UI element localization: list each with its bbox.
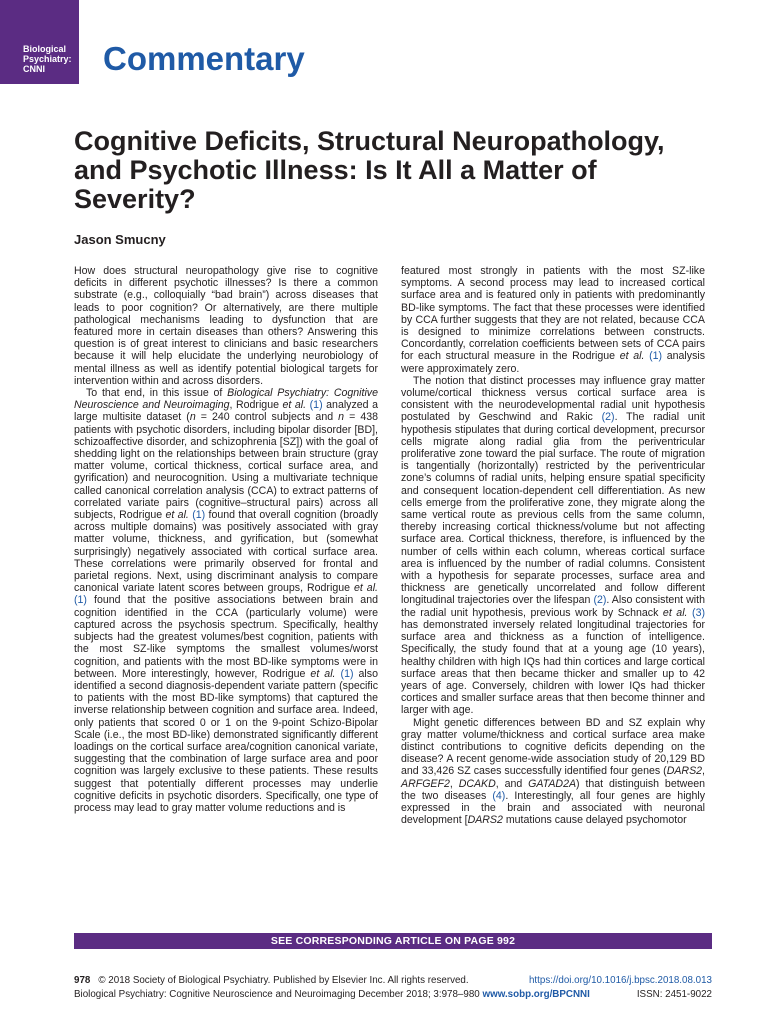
journal-name: Biological Psychiatry: Cognitive Neuroscience and Neuroimaging bbox=[74, 387, 378, 412]
journal-tab bbox=[0, 0, 79, 84]
reference-link[interactable]: (1) bbox=[340, 667, 354, 680]
reference-link[interactable]: (2) bbox=[593, 594, 607, 607]
footer-line-2 bbox=[74, 989, 712, 1000]
doi-link[interactable]: https://doi.org/10.1016/j.bpsc.2018.08.013 bbox=[528, 975, 712, 986]
website-link[interactable]: www.sobp.org/BPCNNI bbox=[482, 989, 590, 1000]
paragraph: How does structural neuropathology give rise to cognitive deficits in different psychotic illnesses? Is there a common substrate (e.g., colloquially “bad brain”) across diseases that leads to poor cognition? Or alternatively, are there multiple pathological mechanisms leading to dysfunction that are featured more in certain diseases than others? Answering this question is of great interest to clinicians and basic researchers because it will help elucidate the underlying neurobiology of mental illness as well as identify potential biological targets for intervention within and across disorders. bbox=[74, 265, 378, 387]
reference-link[interactable]: (1) bbox=[309, 399, 323, 412]
copyright-text: © 2018 Society of Biological Psychiatry. Published by Elsevier Inc. All rights reserved. bbox=[98, 975, 469, 986]
right-column bbox=[401, 265, 705, 826]
left-column bbox=[74, 265, 378, 814]
paragraph: Might genetic differences between BD and SZ explain why gray matter volume/thickness and cortical surface area make distinct contributions to cognitive deficits depending on the disease? A recent genome-wide association study of 20,129 BD and 33,426 SZ cases successfully identified four genes (DARS2, ARFGEF2, DCAKD, and GATAD2A) that distinguish between the two diseases (4). Interestingly, all four genes are highly expressed in the brain and associated with neuronal development [DARS2 mutations cause delayed psychomotor bbox=[401, 716, 705, 827]
corresponding-article-banner[interactable]: SEE CORRESPONDING ARTICLE ON PAGE 992 bbox=[74, 933, 712, 949]
reference-link[interactable]: (1) bbox=[192, 509, 206, 522]
article-title: Cognitive Deficits, Structural Neuropathology, and Psychotic Illness: Is It All a Matter of Severity? bbox=[74, 126, 665, 214]
author-name: Jason Smucny bbox=[74, 232, 166, 247]
reference-link[interactable]: (2) bbox=[601, 411, 615, 424]
paragraph: featured most strongly in patients with the most SZ-like symptoms. A second process may lead to increased cortical surface area and is featured only in patients with predominantly BD-like symptoms. The fact that these processes were identified by CCA further suggests that they are not related, because CCA is designed to minimize correlations between constructs. Concordantly, correlation coefficients between sets of CCA pairs for each structural measure in the Rodrigue et al. (1) analysis were approximately zero. bbox=[401, 265, 706, 375]
section-label: Commentary bbox=[103, 40, 305, 77]
page-number: 978 bbox=[74, 975, 91, 986]
paragraph: To that end, in this issue of Biological Psychiatry: Cognitive Neuroscience and Neuroimaging, Rodrigue et al. (1) analyzed a large multisite dataset (n = 240 control subjects and n = 438 patients with psychotic disorders, including bipolar disorder [BD], schizoaffective disorder, and schizophrenia [SZ]) with the goal of shedding light on the relationships between brain structure (gray matter volume, cortical thickness, cortical surface area, and gyrification) and neurocognition. Using a multivariate technique called canonical correlation analysis (CCA) to extract patterns of correlated variate pairs (cognitive–structural pairs) across all subjects, Rodrigue et al. (1) found that overall cognition (broadly across multiple domains) was positively associated with gray matter volume, thickness, and gyrification, but (somewhat surprisingly) negatively associated with cortical surface area. These correlations were primarily observed for frontal and parietal regions. Next, using discriminant analysis to compare canonical variate latent scores between groups, Rodrigue et al. (1) found that the positive associations between brain and cognition identified in the CCA (particularly volume) were captured across the psychosis spectrum. Specifically, healthy subjects had the greatest volumes/best cognition, patients with the most SZ-like symptoms the smallest volumes/worst cognition, and patients with the most BD-like symptoms were in between. More interestingly, however, Rodrigue et al. (1) also identified a second diagnosis-dependent variate pattern (specific to patients with the most BD-like symptoms) that captured the inverse relationship between cognition and surface area. Indeed, only patients that scored 0 or 1 on the 9-point Schizo-Bipolar Scale (i.e., the most BD-like) demonstrated significantly different loadings on the cortical surface area/cognition canonical variate, suggesting that the combination of large surface area and poor cognition was largely exclusive to these patients. These results suggest that potentially different processes may underlie cognitive deficits in psychotic disorders. Specifically, one type of process may lead to gray matter volume reductions and is bbox=[74, 387, 379, 814]
reference-link[interactable]: (1) bbox=[74, 594, 87, 607]
journal-tab-label: Biological Psychiatry: CNNI bbox=[23, 44, 72, 74]
paragraph: The notion that distinct processes may influence gray matter volume/cortical thickness versus cortical surface area is consistent with the neurodevelopmental radial unit hypothesis postulated by Geschwind and Rakic (2). The radial unit hypothesis stipulates that during cortical development, precursor cells migrate along radial glia from the periventricular proliferative zone toward the pial surface. The route of migration is tangentially (horizontally) restricted by the periventricular zone’s columns of radial units, helping ensure spatial specificity and consequent location-dependent cell differentiation. As new cells emerge from the proliferative zone, they migrate along the same vertical route as previous cells from the same column, thereby increasing cortical thickness/volume but not affecting surface area. Cortical thickness, therefore, is influenced by the number of cells within each column, whereas cortical surface area is influenced by the number of radial columns. Consistent with a hypothesis for separate processes, surface area and thickness are genetically uncorrelated and follow different longitudinal trajectories over the lifespan (2). Also consistent with the radial unit hypothesis, previous work by Schnack et al. (3) has demonstrated inversely related longitudinal trajectories for surface area and thickness as a function of intelligence. Specifically, the study found that at a young age (10 years), healthy children with high IQs had thin cortices and large cortical surface areas that then became thicker and smaller up to 42 years of age. Conversely, children with lower IQs had thicker cortices and smaller surface areas that then become thinner and larger with age. bbox=[401, 374, 705, 717]
reference-link[interactable]: (3) bbox=[692, 606, 705, 619]
issn: ISSN: 2451-9022 bbox=[636, 989, 712, 1000]
reference-link[interactable]: (4) bbox=[492, 789, 506, 802]
footer-line-1 bbox=[74, 975, 712, 986]
reference-link[interactable]: (1) bbox=[649, 350, 663, 363]
journal-citation: Biological Psychiatry: Cognitive Neuroscience and Neuroimaging December 2018; 3:978–980 bbox=[74, 989, 480, 1000]
